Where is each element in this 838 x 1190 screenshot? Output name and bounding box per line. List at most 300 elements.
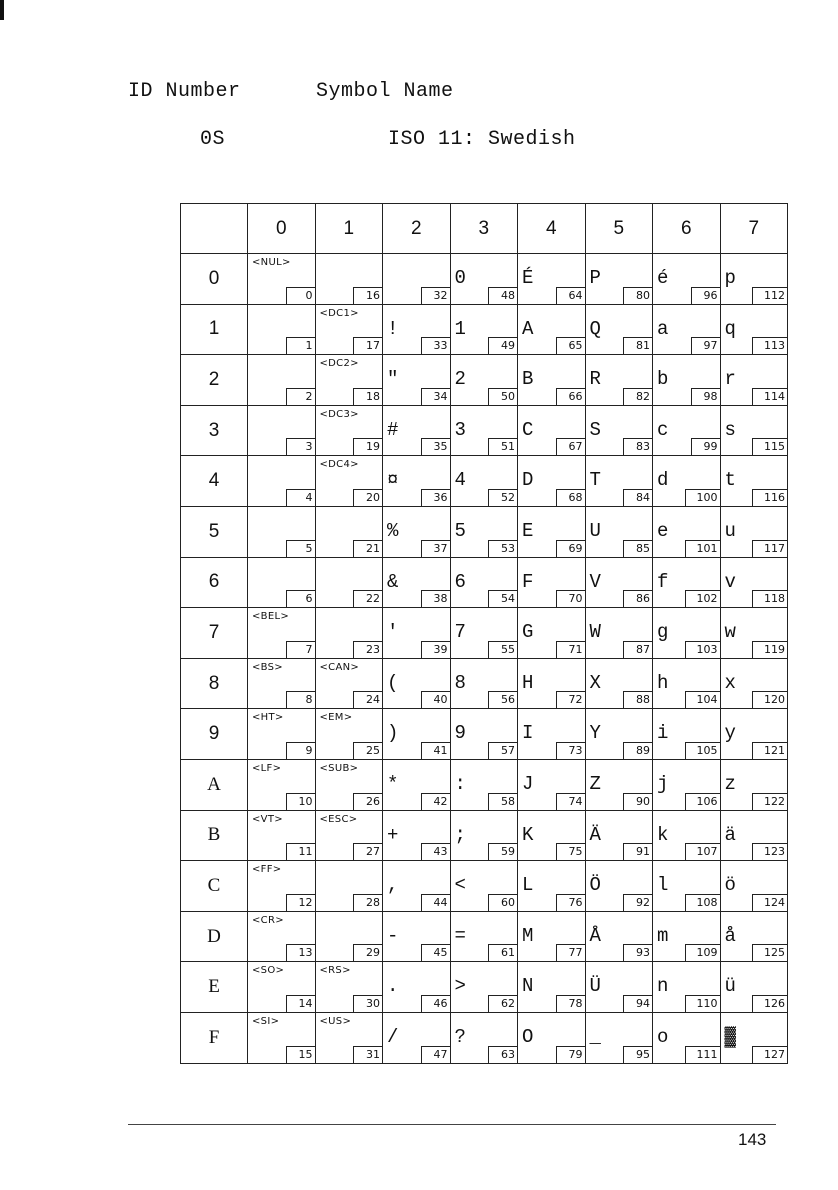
character-cell-content — [316, 1013, 383, 1063]
character-cell-content — [316, 962, 383, 1012]
character-cell-content — [586, 1013, 653, 1063]
character-glyph: B — [522, 368, 534, 391]
character-cell-content — [721, 1013, 788, 1063]
row-header: A — [181, 759, 248, 810]
character-cell-content — [248, 811, 315, 861]
character-cell — [248, 405, 316, 456]
decimal-code-box: 22 — [353, 590, 382, 607]
character-cell-content — [653, 355, 720, 405]
control-code-label: <BS> — [252, 661, 283, 673]
table-row — [181, 405, 788, 456]
character-cell-content — [383, 962, 450, 1012]
table-row — [181, 456, 788, 507]
control-code-label: <DC2> — [319, 358, 359, 370]
character-cell — [653, 1012, 721, 1063]
character-cell — [248, 861, 316, 912]
character-cell-content — [248, 861, 315, 911]
character-cell-content — [721, 305, 788, 355]
character-cell — [585, 962, 653, 1013]
decimal-code-box: 32 — [421, 287, 450, 304]
character-cell — [315, 506, 383, 557]
character-cell-content — [586, 355, 653, 405]
control-code-label: <EM> — [319, 712, 353, 724]
character-cell-content — [653, 558, 720, 608]
column-header: 1 — [315, 204, 383, 254]
table-row — [181, 759, 788, 810]
character-cell-content — [316, 406, 383, 456]
decimal-code-box: 63 — [488, 1046, 517, 1063]
control-code-label: <CR> — [252, 914, 284, 926]
column-header: 7 — [720, 204, 788, 254]
decimal-code-box: 86 — [623, 590, 652, 607]
decimal-code-box: 53 — [488, 540, 517, 557]
decimal-code-box: 68 — [556, 489, 585, 506]
character-cell — [518, 355, 586, 406]
decimal-code-box: 36 — [421, 489, 450, 506]
character-cell-content — [383, 1013, 450, 1063]
character-cell — [315, 1012, 383, 1063]
control-code-label: <BEL> — [252, 611, 290, 623]
character-cell — [518, 962, 586, 1013]
decimal-code-box: 79 — [556, 1046, 585, 1063]
character-glyph: Y — [589, 722, 601, 745]
decimal-code-box: 124 — [752, 894, 787, 911]
character-cell — [450, 557, 518, 608]
character-cell-content — [451, 1013, 518, 1063]
table-row — [181, 658, 788, 709]
table-row — [181, 962, 788, 1013]
character-cell-content — [451, 558, 518, 608]
corner-cell — [181, 204, 248, 254]
column-header: 4 — [518, 204, 586, 254]
character-cell — [248, 506, 316, 557]
character-cell — [315, 557, 383, 608]
character-glyph: J — [522, 772, 534, 795]
character-glyph: ? — [454, 1025, 466, 1048]
character-cell-content — [518, 507, 585, 557]
table-row — [181, 709, 788, 760]
character-glyph: t — [724, 469, 736, 492]
page-edge-mark — [0, 0, 4, 20]
character-glyph: + — [387, 823, 399, 846]
character-glyph: V — [589, 570, 601, 593]
character-glyph: w — [724, 621, 736, 644]
control-code-label: <DC4> — [319, 459, 359, 471]
character-glyph: ! — [387, 317, 399, 340]
row-header: 5 — [181, 506, 248, 557]
decimal-code-box: 71 — [556, 641, 585, 658]
decimal-code-box: 116 — [752, 489, 787, 506]
character-cell — [315, 254, 383, 305]
character-glyph: ö — [724, 874, 736, 897]
character-cell — [248, 658, 316, 709]
character-glyph: U — [589, 519, 601, 542]
decimal-code-box: 42 — [421, 793, 450, 810]
character-cell-content — [586, 709, 653, 759]
character-cell-content — [383, 709, 450, 759]
character-glyph: u — [724, 519, 736, 542]
character-cell — [585, 709, 653, 760]
character-cell — [720, 456, 788, 507]
character-glyph: j — [657, 772, 669, 795]
character-glyph: P — [589, 267, 601, 289]
character-cell — [450, 254, 518, 305]
decimal-code-box: 100 — [685, 489, 720, 506]
character-glyph: ä — [724, 823, 736, 846]
character-cell — [720, 759, 788, 810]
control-code-label: <DC3> — [319, 408, 359, 420]
character-cell-content — [721, 861, 788, 911]
character-cell-content — [248, 456, 315, 506]
id-number-label: ID Number — [128, 80, 241, 103]
character-cell-content — [586, 811, 653, 861]
decimal-code-box: 38 — [421, 590, 450, 607]
character-glyph: å — [724, 924, 736, 947]
character-cell — [518, 405, 586, 456]
decimal-code-box: 23 — [353, 641, 382, 658]
decimal-code-box: 111 — [685, 1046, 720, 1063]
character-cell — [248, 759, 316, 810]
character-glyph: ) — [387, 722, 399, 745]
character-cell — [383, 759, 451, 810]
character-cell — [315, 355, 383, 406]
character-cell — [518, 911, 586, 962]
character-cell — [585, 355, 653, 406]
character-cell-content — [653, 861, 720, 911]
decimal-code-box: 96 — [691, 287, 720, 304]
character-cell — [653, 962, 721, 1013]
character-cell — [315, 456, 383, 507]
character-cell — [315, 810, 383, 861]
character-cell — [315, 608, 383, 659]
character-glyph: : — [454, 772, 466, 795]
character-cell-content — [721, 912, 788, 962]
character-glyph: > — [454, 975, 466, 998]
character-cell-content — [653, 456, 720, 506]
decimal-code-box: 59 — [488, 843, 517, 860]
character-cell — [585, 456, 653, 507]
table-row — [181, 911, 788, 962]
decimal-code-box: 47 — [421, 1046, 450, 1063]
decimal-code-box: 115 — [752, 438, 787, 455]
decimal-code-box: 84 — [623, 489, 652, 506]
control-code-label: <RS> — [319, 965, 351, 977]
decimal-code-box: 40 — [421, 691, 450, 708]
character-cell — [653, 254, 721, 305]
character-cell — [720, 254, 788, 305]
row-header: C — [181, 861, 248, 912]
decimal-code-box: 57 — [488, 742, 517, 759]
character-cell-content — [248, 912, 315, 962]
character-cell — [248, 304, 316, 355]
character-cell — [383, 658, 451, 709]
character-cell-content — [518, 1013, 585, 1063]
character-glyph: X — [589, 671, 601, 694]
character-cell-content — [316, 456, 383, 506]
character-cell-content — [316, 912, 383, 962]
character-cell — [450, 759, 518, 810]
decimal-code-box: 51 — [488, 438, 517, 455]
character-glyph: Z — [589, 772, 601, 795]
decimal-code-box: 125 — [752, 944, 787, 961]
decimal-code-box: 98 — [691, 388, 720, 405]
decimal-code-box: 60 — [488, 894, 517, 911]
character-cell-content — [383, 861, 450, 911]
decimal-code-box: 97 — [691, 337, 720, 354]
character-glyph: L — [522, 874, 534, 897]
decimal-code-box: 103 — [685, 641, 720, 658]
character-cell-content — [721, 760, 788, 810]
character-cell-content — [653, 760, 720, 810]
decimal-code-box: 6 — [286, 590, 315, 607]
decimal-code-box: 24 — [353, 691, 382, 708]
column-header-row — [181, 204, 788, 254]
character-cell — [653, 861, 721, 912]
character-cell — [585, 405, 653, 456]
character-cell-content — [316, 507, 383, 557]
character-cell-content — [248, 659, 315, 709]
character-glyph: % — [387, 519, 399, 542]
character-cell-content — [653, 659, 720, 709]
decimal-code-box: 25 — [353, 742, 382, 759]
decimal-code-box: 66 — [556, 388, 585, 405]
character-cell-content — [383, 507, 450, 557]
character-cell — [585, 304, 653, 355]
decimal-code-box: 121 — [752, 742, 787, 759]
character-cell-content — [451, 962, 518, 1012]
decimal-code-box: 117 — [752, 540, 787, 557]
character-glyph: f — [657, 570, 669, 593]
character-cell-content — [518, 456, 585, 506]
character-glyph: e — [657, 519, 669, 542]
decimal-code-box: 112 — [752, 287, 787, 304]
decimal-code-box: 119 — [752, 641, 787, 658]
decimal-code-box: 123 — [752, 843, 787, 860]
row-header: 0 — [181, 254, 248, 305]
character-cell-content — [653, 305, 720, 355]
character-cell — [518, 709, 586, 760]
control-code-label: <DC1> — [319, 307, 359, 319]
decimal-code-box: 1 — [286, 337, 315, 354]
character-cell-content — [451, 355, 518, 405]
character-cell — [450, 709, 518, 760]
character-cell — [518, 658, 586, 709]
character-cell-content — [721, 355, 788, 405]
column-header: 0 — [248, 204, 316, 254]
control-code-label: <US> — [319, 1015, 352, 1027]
decimal-code-box: 43 — [421, 843, 450, 860]
character-cell — [720, 658, 788, 709]
decimal-code-box: 56 — [488, 691, 517, 708]
decimal-code-box: 65 — [556, 337, 585, 354]
character-cell — [248, 355, 316, 406]
character-cell — [383, 254, 451, 305]
decimal-code-box: 33 — [421, 337, 450, 354]
control-code-label: <SO> — [252, 965, 285, 977]
decimal-code-box: 120 — [752, 691, 787, 708]
character-cell — [518, 304, 586, 355]
table-row — [181, 608, 788, 659]
character-glyph: r — [724, 368, 736, 391]
character-cell — [653, 456, 721, 507]
decimal-code-box: 34 — [421, 388, 450, 405]
decimal-code-box: 13 — [286, 944, 315, 961]
character-glyph: v — [724, 570, 736, 593]
decimal-code-box: 44 — [421, 894, 450, 911]
character-glyph: ( — [387, 671, 399, 694]
character-glyph: 0 — [454, 267, 466, 289]
character-cell — [248, 911, 316, 962]
character-cell — [720, 405, 788, 456]
character-cell-content — [518, 861, 585, 911]
character-glyph: A — [522, 317, 534, 340]
character-cell — [315, 658, 383, 709]
character-cell — [450, 355, 518, 406]
symbol-name-value: ISO 11: Swedish — [388, 128, 576, 151]
character-cell-content — [518, 659, 585, 709]
character-cell-content — [383, 912, 450, 962]
character-cell-content — [248, 558, 315, 608]
character-cell-content — [653, 912, 720, 962]
character-cell — [720, 355, 788, 406]
character-cell-content — [383, 355, 450, 405]
character-cell — [720, 709, 788, 760]
decimal-code-box: 87 — [623, 641, 652, 658]
character-cell-content — [451, 861, 518, 911]
decimal-code-box: 92 — [623, 894, 652, 911]
decimal-code-box: 93 — [623, 944, 652, 961]
character-cell-content — [451, 659, 518, 709]
character-cell-content — [586, 760, 653, 810]
decimal-code-box: 73 — [556, 742, 585, 759]
character-glyph: I — [522, 722, 534, 745]
character-cell — [585, 759, 653, 810]
character-glyph: & — [387, 570, 399, 593]
character-glyph: M — [522, 924, 534, 947]
character-cell-content — [721, 558, 788, 608]
character-cell-content — [721, 962, 788, 1012]
character-cell-content — [721, 811, 788, 861]
character-glyph: " — [387, 368, 399, 391]
decimal-code-box: 94 — [623, 995, 652, 1012]
row-header: 7 — [181, 608, 248, 659]
decimal-code-box: 77 — [556, 944, 585, 961]
character-cell-content — [248, 760, 315, 810]
character-glyph: k — [657, 823, 669, 846]
character-cell — [383, 810, 451, 861]
decimal-code-box: 78 — [556, 995, 585, 1012]
character-glyph: s — [724, 418, 736, 441]
character-cell-content — [586, 558, 653, 608]
character-cell — [518, 759, 586, 810]
character-glyph: G — [522, 621, 534, 644]
decimal-code-box: 109 — [685, 944, 720, 961]
character-glyph: a — [657, 317, 669, 340]
table-row — [181, 304, 788, 355]
row-header: 8 — [181, 658, 248, 709]
character-glyph: Å — [589, 924, 601, 947]
character-glyph: / — [387, 1025, 399, 1048]
decimal-code-box: 16 — [353, 287, 382, 304]
character-glyph: * — [387, 772, 399, 795]
character-cell-content — [518, 608, 585, 658]
character-cell-content — [518, 254, 585, 304]
decimal-code-box: 54 — [488, 590, 517, 607]
character-cell — [450, 405, 518, 456]
character-cell — [383, 405, 451, 456]
character-glyph: ' — [387, 621, 399, 644]
character-glyph: S — [589, 418, 601, 441]
character-cell-content — [248, 608, 315, 658]
control-code-label: <LF> — [252, 762, 282, 774]
character-cell-content — [451, 254, 518, 304]
character-cell — [720, 962, 788, 1013]
character-cell — [585, 608, 653, 659]
decimal-code-box: 20 — [353, 489, 382, 506]
character-glyph: p — [724, 267, 736, 289]
character-cell — [585, 911, 653, 962]
decimal-code-box: 91 — [623, 843, 652, 860]
decimal-code-box: 19 — [353, 438, 382, 455]
character-cell — [450, 506, 518, 557]
character-cell-content — [518, 760, 585, 810]
character-cell-content — [316, 305, 383, 355]
page-number: 143 — [738, 1130, 767, 1149]
column-header: 6 — [653, 204, 721, 254]
character-glyph: ¤ — [387, 469, 399, 492]
decimal-code-box: 74 — [556, 793, 585, 810]
decimal-code-box: 72 — [556, 691, 585, 708]
character-cell-content — [518, 811, 585, 861]
character-glyph: g — [657, 621, 669, 644]
decimal-code-box: 15 — [286, 1046, 315, 1063]
row-header: 2 — [181, 355, 248, 406]
decimal-code-box: 26 — [353, 793, 382, 810]
character-cell — [585, 1012, 653, 1063]
decimal-code-box: 46 — [421, 995, 450, 1012]
character-cell — [450, 456, 518, 507]
character-glyph: d — [657, 469, 669, 492]
decimal-code-box: 118 — [752, 590, 787, 607]
character-cell — [383, 506, 451, 557]
character-cell — [248, 456, 316, 507]
decimal-code-box: 10 — [286, 793, 315, 810]
character-cell — [248, 1012, 316, 1063]
control-code-label: <SUB> — [319, 762, 359, 774]
character-cell-content — [518, 355, 585, 405]
table-row — [181, 355, 788, 406]
character-cell — [518, 861, 586, 912]
character-cell — [248, 810, 316, 861]
decimal-code-box: 35 — [421, 438, 450, 455]
row-header: 1 — [181, 304, 248, 355]
character-cell — [248, 254, 316, 305]
character-cell — [450, 861, 518, 912]
character-glyph: Ü — [589, 975, 601, 998]
decimal-code-box: 4 — [286, 489, 315, 506]
character-cell — [450, 304, 518, 355]
character-cell — [585, 557, 653, 608]
character-glyph: 4 — [454, 469, 466, 492]
character-cell-content — [383, 558, 450, 608]
decimal-code-box: 102 — [685, 590, 720, 607]
decimal-code-box: 5 — [286, 540, 315, 557]
character-cell-content — [451, 912, 518, 962]
character-glyph: h — [657, 671, 669, 694]
decimal-code-box: 80 — [623, 287, 652, 304]
character-cell — [720, 557, 788, 608]
decimal-code-box: 88 — [623, 691, 652, 708]
